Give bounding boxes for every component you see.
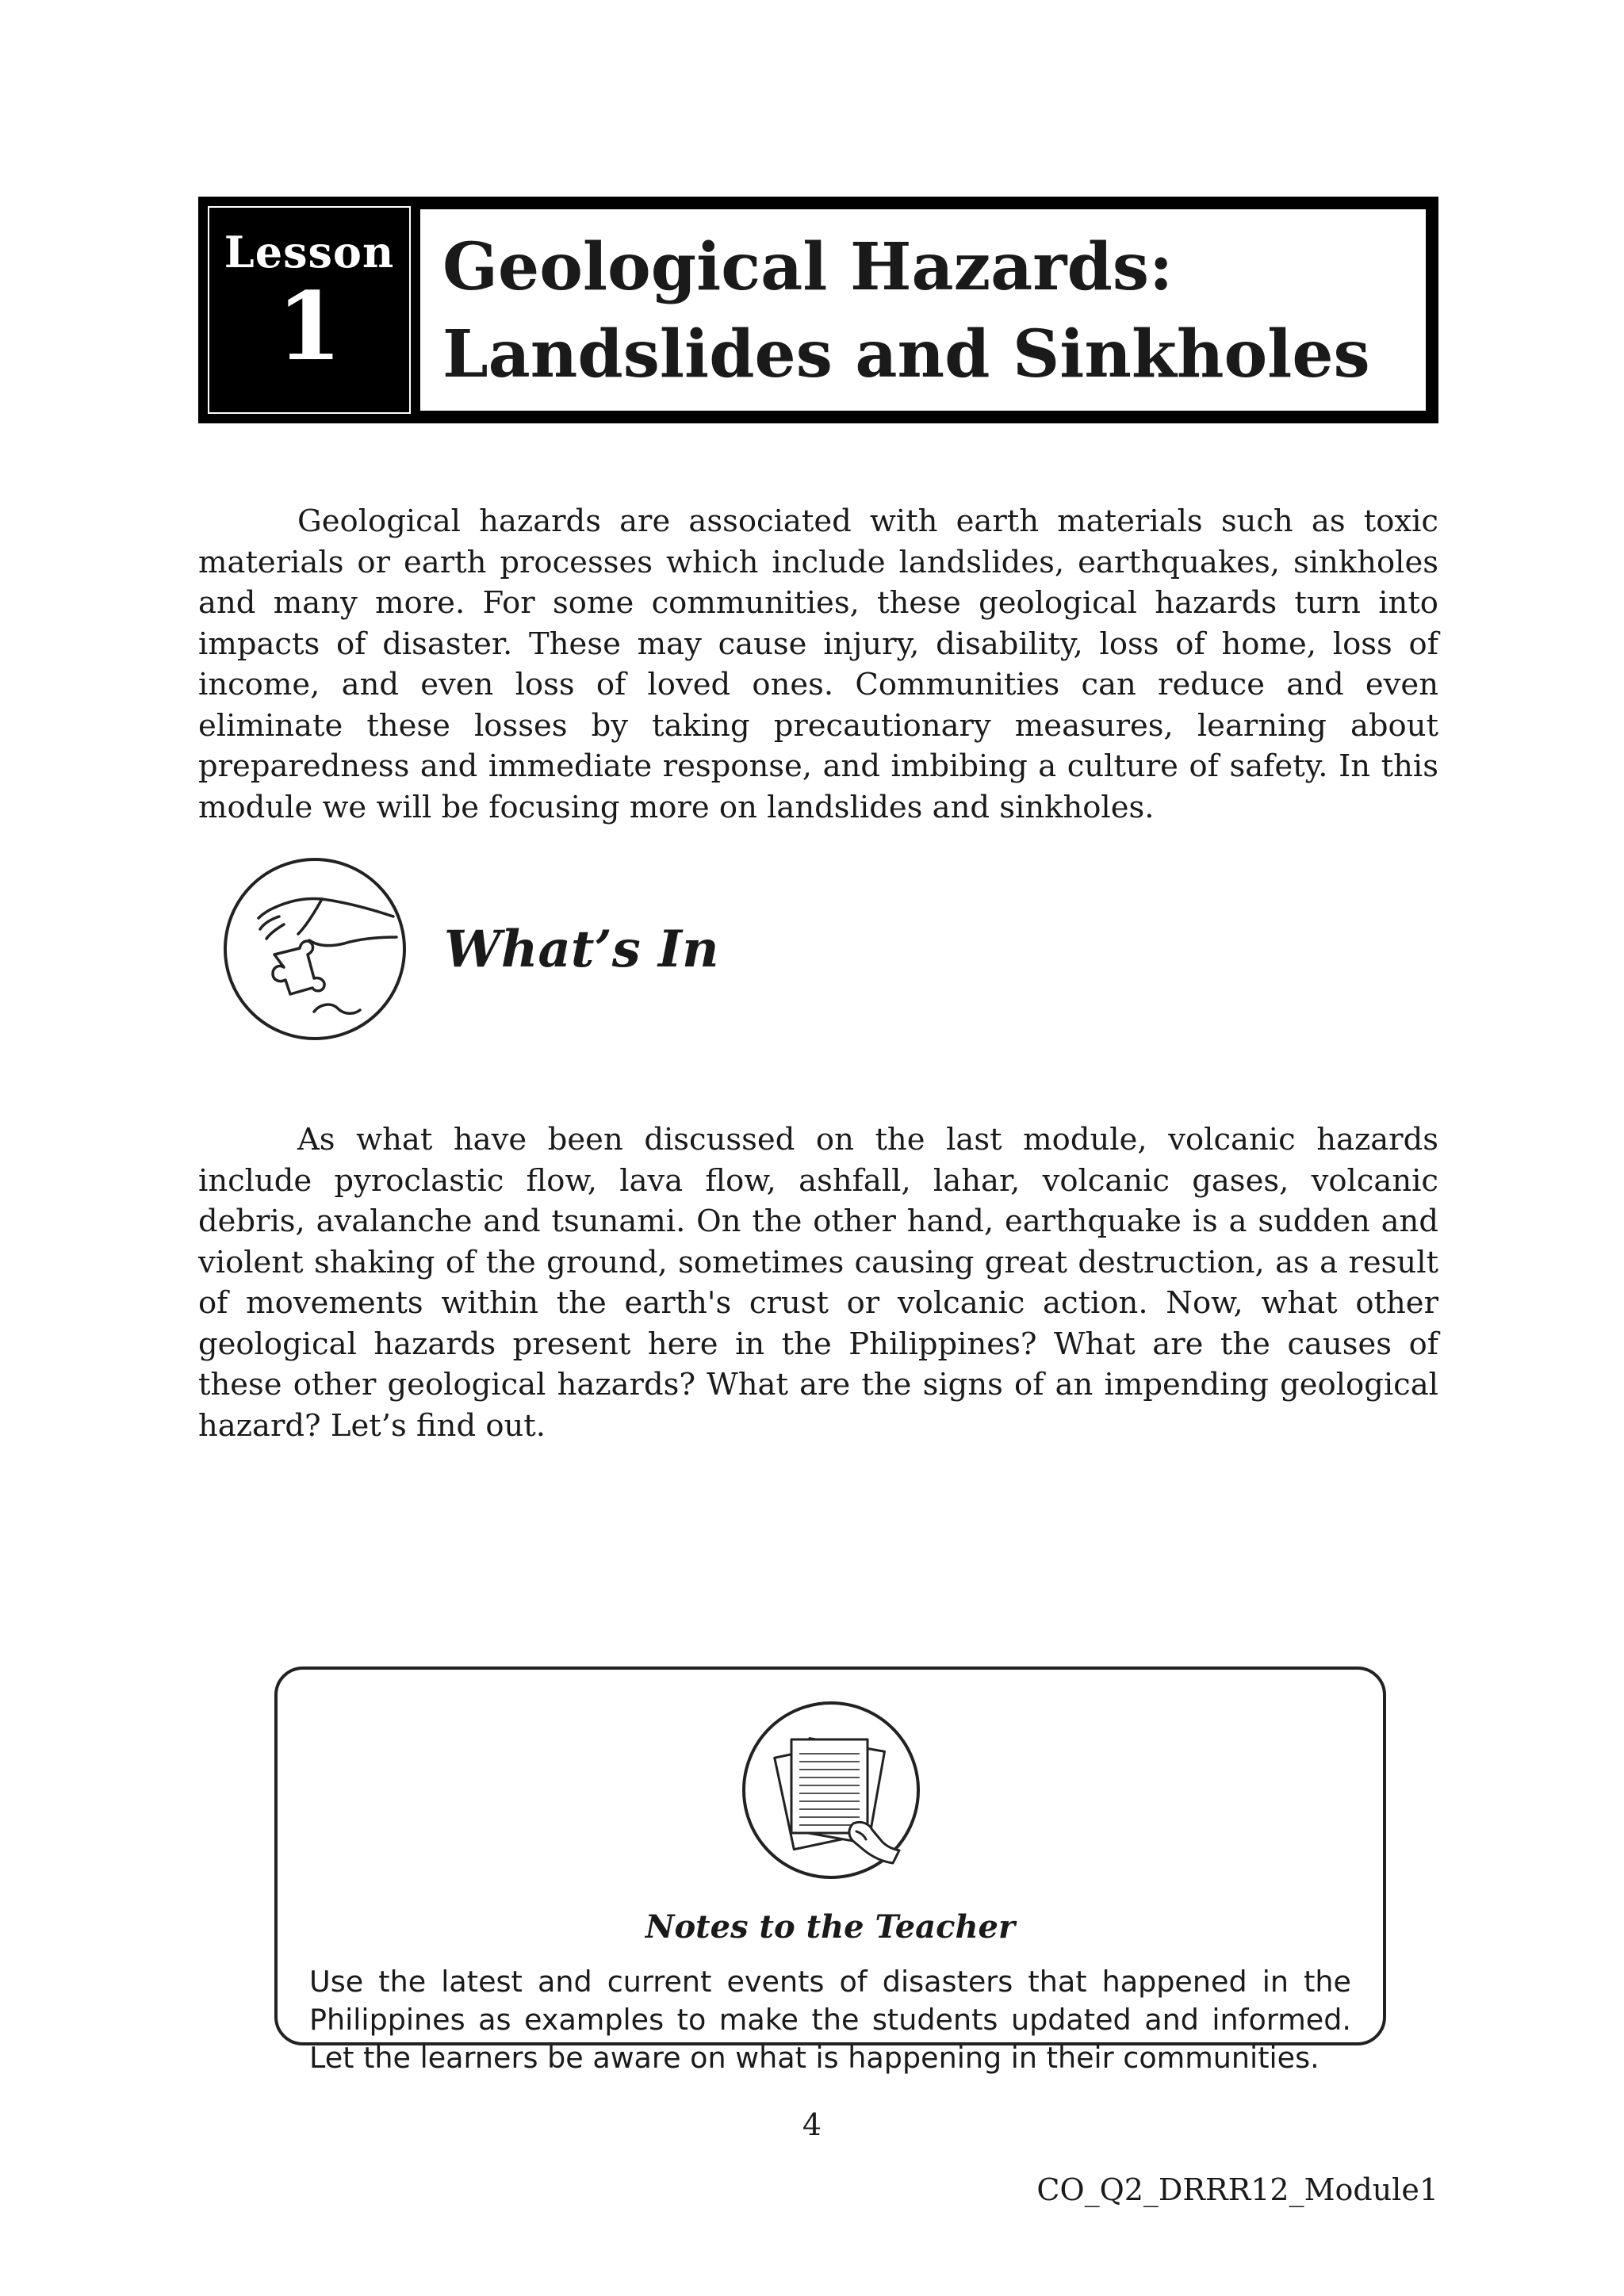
intro-paragraph: Geological hazards are associated with earth materials such as toxic materials or earth processes which include landslides, earthquakes, sinkholes and many more. For some communities, these geological hazards turn into impacts of disaster. These may cause injury, disability, loss of home, loss of income, and even loss of loved ones. Communities can reduce and even eliminate these losses by taking precautionary measures, learning about preparedness and immediate response, and imbibing a culture of safety. In this module we will be focusing more on landslides and sinkholes. [198, 503, 1438, 825]
notes-body: Use the latest and current events of disasters that happened in the Philippines as examples to make the students updated and informed. Let the learners be aware on what is happening in their communities. [309, 1965, 1351, 2075]
lesson-number: 1 [276, 271, 343, 381]
lesson-title [442, 224, 1426, 398]
lesson-header [198, 197, 1438, 423]
lesson-badge [208, 206, 411, 414]
lesson-title-panel [417, 206, 1429, 414]
hand-holding-papers-icon-graphic [745, 1705, 917, 1876]
lesson-label: Lesson [224, 227, 395, 277]
hand-puzzle-piece-icon-graphic [227, 861, 403, 1037]
hand-holding-papers-icon [742, 1701, 920, 1879]
module-code: CO_Q2_DRRR12_Module1 [1036, 2172, 1438, 2207]
lesson-title-line1: Geological Hazards: [442, 229, 1174, 305]
hand-puzzle-piece-icon [224, 858, 406, 1040]
lesson-title-line2: Landslides and Sinkholes [442, 316, 1370, 392]
page-number: 4 [802, 2107, 822, 2142]
notes-title: Notes to the Teacher [645, 1908, 1016, 1946]
whats-in-title: What’s In [444, 920, 719, 979]
whats-in-paragraph: As what have been discussed on the last module, volcanic hazards include pyroclastic flow, lava flow, ashfall, lahar, volcanic gases, volcanic debris, avalanche and tsunami. On the other hand, earthquake is a sudden and violent shaking of the ground, sometimes causing great destruction, as a result of movements within the earth's crust or volcanic action. Now, what other geological hazards present here in the Philippines? What are the causes of these other geological hazards? What are the signs of an impending geological hazard? Let’s find out. [198, 1122, 1438, 1444]
